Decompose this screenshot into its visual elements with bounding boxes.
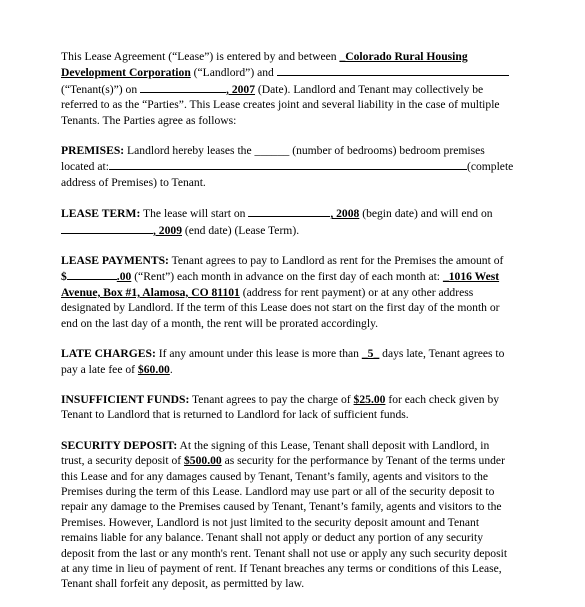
- premises-text: located at:: [61, 160, 109, 174]
- end-date-blank[interactable]: [61, 222, 153, 234]
- insufficient-funds-section: [61, 392, 531, 423]
- lease-payments-text: designated by Landlord. If the term of this Lease does not start on the first day of the month or: [61, 301, 500, 315]
- payment-address-cont: Avenue, Box #1, Alamosa, CO 81101: [61, 285, 240, 299]
- security-deposit-text: as security for the performance by Tenant of the terms under: [221, 454, 505, 468]
- lease-payments-section: [61, 253, 531, 331]
- security-deposit-section: [61, 438, 531, 592]
- insufficient-funds-heading: INSUFFICIENT FUNDS:: [61, 392, 190, 406]
- insufficient-funds-text: for each check given by: [385, 392, 500, 406]
- payment-address: _1016 West: [442, 270, 500, 284]
- lease-year: , 2007: [226, 82, 256, 96]
- premises-text: address of Premises) to Tenant.: [61, 175, 206, 189]
- late-fee: $60.00: [137, 362, 170, 376]
- late-days: _5_: [361, 347, 380, 361]
- rent-cents: .00: [116, 270, 132, 284]
- lease-document-body: [61, 49, 531, 607]
- address-blank[interactable]: [109, 158, 467, 170]
- security-deposit-heading: SECURITY DEPOSIT:: [61, 438, 178, 452]
- rent-amount-blank[interactable]: [67, 268, 117, 280]
- lease-term-heading: LEASE TERM:: [61, 207, 141, 221]
- bedrooms-blank[interactable]: ______: [254, 144, 290, 158]
- security-deposit-text: Tenant shall forfeit any deposit, as permitted by law.: [61, 577, 305, 591]
- tenant-name-blank[interactable]: [277, 64, 509, 76]
- date-blank[interactable]: [140, 81, 226, 93]
- security-deposit-text: Premises during the term of this Lease. Landlord may use part or all of the security deposit to: [61, 484, 495, 498]
- security-deposit-text: this Lease and for any damages caused by Tenant, Tenant’s family, agents and visitors to the: [61, 469, 489, 483]
- lease-payments-heading: LEASE PAYMENTS:: [61, 254, 169, 268]
- lease-term-text: The lease will start on: [140, 207, 249, 221]
- lease-payments-text: (address for rent payment) or at any other address: [239, 285, 474, 299]
- check-charge: $25.00: [353, 392, 386, 406]
- lease-term-text: (end date) (Lease Term).: [181, 223, 300, 237]
- lease-payments-text: Tenant agrees to pay to Landlord as rent for the Premises the amount of: [168, 254, 504, 268]
- deposit-amount: $500.00: [184, 454, 222, 468]
- opening-text: This Lease Agreement (“Lease”) is entered by and between: [61, 50, 340, 63]
- security-deposit-text: deposit from the last or any month's rent. Tenant shall not use or apply any such security deposit: [61, 546, 508, 560]
- late-charges-heading: LATE CHARGES:: [61, 347, 156, 361]
- insufficient-funds-text: Tenant agrees to pay the charge of: [189, 392, 354, 406]
- opening-text: (“Tenant(s)”) on: [61, 82, 138, 96]
- premises-text: (number of bedrooms) bedroom premises: [289, 144, 485, 158]
- late-charges-text: days late, Tenant agrees to: [379, 347, 505, 361]
- lease-payments-text: end on the last day of a month, the rent will be prorated accordingly.: [61, 316, 379, 330]
- premises-text: (complete: [466, 160, 514, 174]
- premises-heading: PREMISES:: [61, 144, 125, 158]
- premises-text: Landlord hereby leases the: [124, 144, 255, 158]
- landlord-name: _Colorado Rural Housing: [339, 50, 468, 63]
- begin-year: , 2008: [330, 207, 360, 221]
- security-deposit-text: At the signing of this Lease, Tenant shall deposit with Landlord, in: [177, 438, 490, 452]
- end-year: , 2009: [153, 223, 182, 237]
- lease-payments-text: (“Rent”) each month in advance on the first day of each month at:: [131, 270, 443, 284]
- opening-text: (Date). Landlord and Tenant may collectively be: [255, 82, 484, 96]
- insufficient-funds-text: Tenant to Landlord that is returned to Landlord for lack of sufficient funds.: [61, 408, 409, 422]
- security-deposit-text: remains liable for any balance. Tenant shall not apply or deduct any portion of any security: [61, 531, 484, 545]
- late-charges-section: [61, 346, 531, 377]
- lease-term-text: (begin date) and will end on: [359, 207, 493, 221]
- begin-date-blank[interactable]: [248, 205, 330, 217]
- security-deposit-text: repair any damage to the Premises caused by Tenant, Tenant’s family, agents and visitors to the: [61, 500, 502, 514]
- security-deposit-text: at any time in lieu of payment of rent. If Tenant breaches any terms or conditions of this Lease,: [61, 561, 502, 575]
- rent-currency: $: [61, 270, 67, 284]
- security-deposit-text: Premises. However, Landlord is not just limited to the security deposit amount and Tenant: [61, 515, 480, 529]
- opening-paragraph: [61, 49, 531, 128]
- lease-term-section: [61, 205, 531, 238]
- late-charges-text: pay a late fee of: [61, 362, 138, 376]
- opening-text: referred to as the “Parties”. This Lease creates joint and several liability in the case of multiple: [61, 98, 500, 112]
- security-deposit-text: trust, a security deposit of: [61, 454, 184, 468]
- late-charges-text: If any amount under this lease is more than: [155, 347, 362, 361]
- premises-section: [61, 143, 531, 190]
- late-charges-text: .: [169, 362, 173, 376]
- opening-text: Tenants. The Parties agree as follows:: [61, 113, 237, 127]
- opening-text: (“Landlord”) and: [190, 66, 274, 80]
- landlord-name-cont: Development Corporation: [61, 66, 191, 80]
